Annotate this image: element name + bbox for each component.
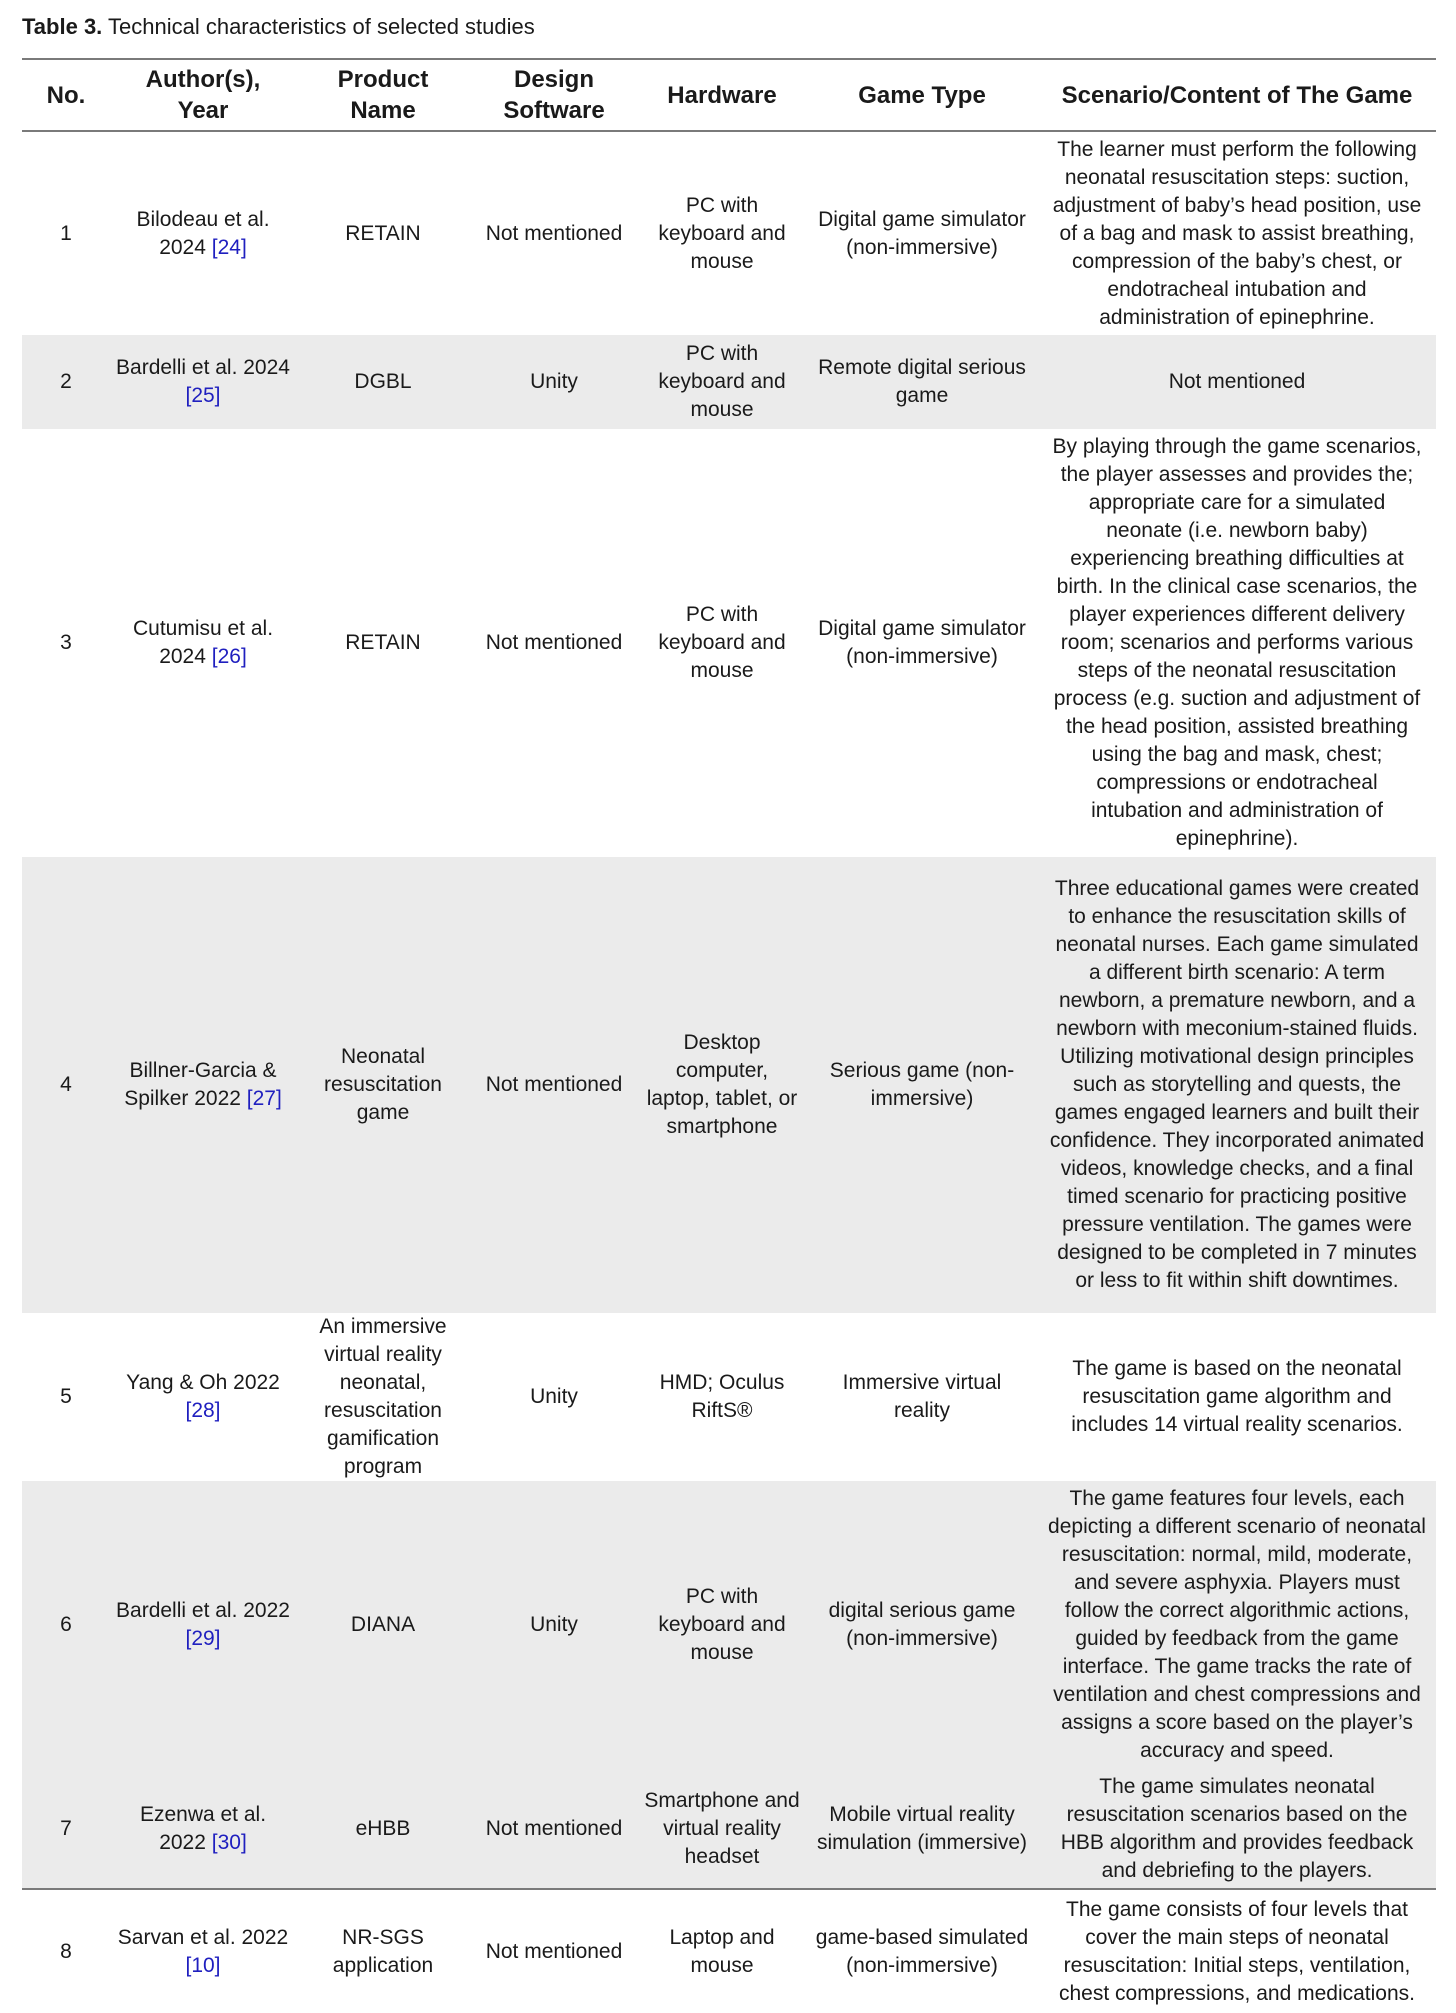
cell-game-type: digital serious game (non-immersive) [828, 1599, 1016, 1650]
cell-no: 4 [60, 1073, 72, 1096]
author-text: Bilodeau et al. 2024 [136, 207, 270, 259]
citation-link[interactable]: [24] [211, 235, 247, 259]
cell-scenario: Not mentioned [1168, 370, 1306, 393]
cell-author [110, 1481, 296, 1769]
cell-hardware: Desktop computer, laptop, tablet, or smartphone [646, 1031, 798, 1138]
cell-game-type: Serious game (non-immersive) [829, 1059, 1015, 1110]
cell-author [110, 1313, 296, 1481]
author-text: Ezenwa et al. 2022 [139, 1802, 267, 1854]
table-row [22, 1481, 1436, 1769]
cell-scenario: The game features four levels, each depicting a different scenario of neonatal resuscitation: normal, mild, moderate, and severe asphyxia. Players must follow the correct algorithmic actions, guided by feedback from the game interface. The game tracks the rate of ventilation and chest compressions and assigns a score based on the player’s accuracy and speed. [1048, 1487, 1426, 1762]
author-text: Cutumisu et al. 2024 [132, 617, 274, 668]
table-row [22, 1769, 1436, 1889]
cell-author [110, 1769, 296, 1889]
citation-link[interactable]: [29] [185, 1627, 221, 1650]
cell-design: Unity [530, 1613, 578, 1636]
table-row [22, 857, 1436, 1313]
citation-link[interactable]: [26] [211, 645, 247, 668]
header-design-line1: Design [513, 66, 594, 93]
cell-product: eHBB [355, 1816, 411, 1840]
cell-design: Not mentioned [485, 631, 623, 654]
characteristics-table [22, 58, 1436, 2013]
table-row [22, 1313, 1436, 1481]
cell-design: Not mentioned [485, 1939, 623, 1963]
table-row [22, 335, 1436, 429]
header-author-line1: Author(s), [145, 66, 261, 93]
cell-design: Unity [530, 370, 578, 393]
cell-product: Neonatal resuscitation game [324, 1045, 442, 1124]
citation-link[interactable]: [25] [185, 384, 221, 407]
cell-scenario: The game simulates neonatal resuscitation scenarios based on the HBB algorithm and provides feedback and debriefing to the players. [1060, 1774, 1414, 1882]
cell-hardware: PC with keyboard and mouse [658, 603, 786, 682]
cell-no: 8 [60, 1939, 72, 1963]
cell-design: Not mentioned [485, 1816, 623, 1840]
author-text: Billner-Garcia & Spilker 2022 [124, 1059, 277, 1110]
citation-link[interactable]: [27] [246, 1087, 282, 1110]
cell-product: DGBL [354, 370, 412, 393]
cell-product: DIANA [350, 1613, 416, 1636]
header-design [470, 59, 638, 131]
table-caption [22, 14, 535, 40]
header-scenario: Scenario/Content of The Game [1061, 81, 1413, 109]
cell-design: Not mentioned [485, 221, 623, 245]
header-author [110, 59, 296, 131]
cell-hardware: Smartphone and virtual reality headset [644, 1788, 800, 1868]
cell-author [110, 1889, 296, 2013]
cell-no: 6 [60, 1613, 72, 1636]
cell-hardware: PC with keyboard and mouse [658, 342, 786, 421]
cell-no: 7 [60, 1816, 72, 1840]
caption-label: Table 3. [22, 14, 103, 39]
header-no: No. [46, 81, 86, 109]
header-design-line2: Software [503, 97, 605, 124]
cell-product: RETAIN [345, 631, 421, 654]
cell-game-type: game-based simulated (non-immersive) [815, 1925, 1029, 1977]
author-text: Bardelli et al. 2022 [116, 1599, 290, 1622]
cell-design: Not mentioned [485, 1073, 623, 1096]
cell-no: 3 [60, 631, 72, 654]
cell-game-type: Digital game simulator (non-immersive) [818, 617, 1026, 668]
cell-author [110, 429, 296, 857]
cell-game-type: Digital game simulator (non-immersive) [818, 207, 1026, 259]
cell-game-type: Remote digital serious game [818, 356, 1026, 407]
citation-link[interactable]: [30] [211, 1830, 247, 1854]
header-game-type: Game Type [858, 81, 986, 109]
cell-game-type: Mobile virtual reality simulation (immersive) [816, 1802, 1028, 1854]
cell-no: 1 [60, 221, 72, 245]
cell-author [110, 131, 296, 335]
author-text: Sarvan et al. 2022 [117, 1925, 289, 1949]
cell-game-type: Immersive virtual reality [842, 1371, 1002, 1422]
cell-scenario: The game consists of four levels that cover the main steps of neonatal resuscitation: Initial steps, ventilation, chest compressions, and medications. [1058, 1897, 1415, 2005]
table-row [22, 429, 1436, 857]
cell-product: NR-SGS application [332, 1925, 434, 1977]
cell-author [110, 335, 296, 429]
header-product: Product Name [337, 66, 429, 124]
cell-no: 2 [60, 370, 72, 393]
cell-hardware: PC with keyboard and mouse [658, 1585, 786, 1664]
cell-product: An immersive virtual reality neonatal, resuscitation gamification program [319, 1315, 447, 1478]
citation-link[interactable]: [10] [185, 1953, 221, 1977]
cell-hardware: PC with keyboard and mouse [658, 193, 786, 273]
author-text: Yang & Oh 2022 [126, 1371, 280, 1394]
cell-scenario: By playing through the game scenarios, the player assesses and provides the; appropriate care for a simulated neonate (i.e. newborn baby) experiencing breathing difficulties at birth. In the clinical case scenarios, the player experiences different delivery room; scenarios and performs various steps of the neonatal resuscitation process (e.g. suction and adjustment of the head position, assisted breathing using the bag and mask, chest; compressions or endotracheal intubation and administration of epinephrine). [1052, 435, 1422, 850]
cell-hardware: Laptop and mouse [669, 1925, 775, 1977]
cell-product: RETAIN [345, 221, 421, 245]
cell-scenario: The learner must perform the following neonatal resuscitation steps: suction, adjustment of baby’s head position, use of a bag and mask to assist breathing, compression of the baby’s chest, or endotracheal intubation and administration of epinephrine. [1052, 137, 1422, 329]
citation-link[interactable]: [28] [185, 1399, 221, 1422]
cell-author [110, 857, 296, 1313]
header-row [22, 59, 1436, 131]
header-author-line2: Year [177, 97, 229, 124]
header-hardware: Hardware [667, 81, 777, 109]
table-row [22, 1889, 1436, 2013]
cell-hardware: HMD; Oculus RiftS® [659, 1371, 785, 1422]
author-text: Bardelli et al. 2024 [116, 356, 290, 379]
cell-scenario: The game is based on the neonatal resuscitation game algorithm and includes 14 virtual reality scenarios. [1071, 1357, 1403, 1436]
cell-scenario: Three educational games were created to enhance the resuscitation skills of neonatal nurses. Each game simulated a different birth scenario: A term newborn, a premature newborn, and a newborn with meconium-stained fluids. Utilizing motivational design principles such as storytelling and quests, the games engaged learners and built their confidence. They incorporated animated videos, knowledge checks, and a final timed scenario for practicing positive pressure ventilation. The games were designed to be completed in 7 minutes or less to fit within shift downtimes. [1049, 877, 1425, 1292]
caption-text: Technical characteristics of selected studies [102, 14, 535, 39]
cell-design: Unity [530, 1385, 578, 1408]
table-row [22, 131, 1436, 335]
cell-no: 5 [60, 1385, 72, 1408]
